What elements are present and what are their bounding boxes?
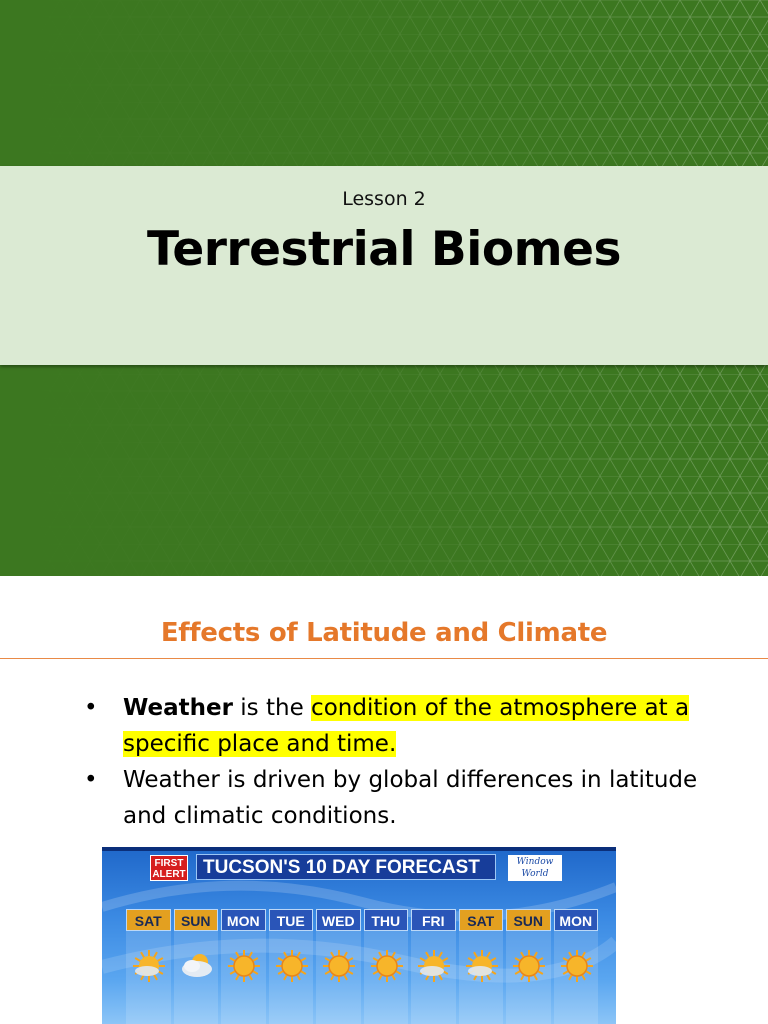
term-weather: Weather — [123, 695, 233, 721]
sun-icon — [227, 949, 261, 983]
highlighted-definition: condition of the atmosphere at a specific place and time. — [123, 695, 690, 757]
sun-icon — [322, 949, 356, 983]
forecast-image — [102, 847, 616, 1024]
sun-icon — [560, 949, 594, 983]
slide-heading: Effects of Latitude and Climate — [160, 618, 608, 648]
partly-cloudy-icon — [132, 949, 166, 983]
bullet-text: is the — [232, 695, 312, 721]
forecast-title: TUCSON'S 10 DAY FORECAST — [196, 854, 496, 880]
first-alert-badge: FIRST ALERT — [150, 855, 188, 881]
day-label: THU — [364, 909, 409, 931]
bullet-dot: • — [84, 767, 98, 793]
forecast-day — [221, 909, 266, 1024]
forecast-day — [126, 909, 171, 1024]
cloudy-icon — [180, 949, 214, 983]
forecast-day — [269, 909, 314, 1024]
day-label: MON — [554, 909, 599, 931]
forecast-day — [174, 909, 219, 1024]
bullet-list — [84, 690, 704, 834]
forecast-day — [364, 909, 409, 1024]
sun-icon — [370, 949, 404, 983]
forecast-day — [316, 909, 361, 1024]
sun-icon — [512, 949, 546, 983]
heading-divider — [0, 658, 768, 659]
partly-cloudy-icon — [417, 949, 451, 983]
partly-cloudy-icon — [465, 949, 499, 983]
sun-icon — [275, 949, 309, 983]
bullet-text: Weather is driven by global differences in latitude and climatic conditions. — [123, 767, 698, 829]
day-label: SAT — [126, 909, 171, 931]
day-label: SUN — [174, 909, 219, 931]
lesson-label: Lesson 2 — [342, 188, 426, 210]
forecast-day — [459, 909, 504, 1024]
slide-title: Terrestrial Biomes — [147, 222, 621, 277]
bullet-item — [84, 762, 704, 834]
sponsor-logo: Window World — [508, 855, 562, 881]
day-label: SUN — [506, 909, 551, 931]
content-slide — [0, 576, 768, 1024]
day-label: SAT — [459, 909, 504, 931]
day-label: TUE — [269, 909, 314, 931]
bullet-dot: • — [84, 695, 98, 721]
forecast-day — [554, 909, 599, 1024]
day-label: MON — [221, 909, 266, 931]
bullet-item — [84, 690, 704, 762]
day-label: FRI — [411, 909, 456, 931]
forecast-day — [411, 909, 456, 1024]
forecast-day — [506, 909, 551, 1024]
day-label: WED — [316, 909, 361, 931]
forecast-days — [126, 909, 598, 1024]
